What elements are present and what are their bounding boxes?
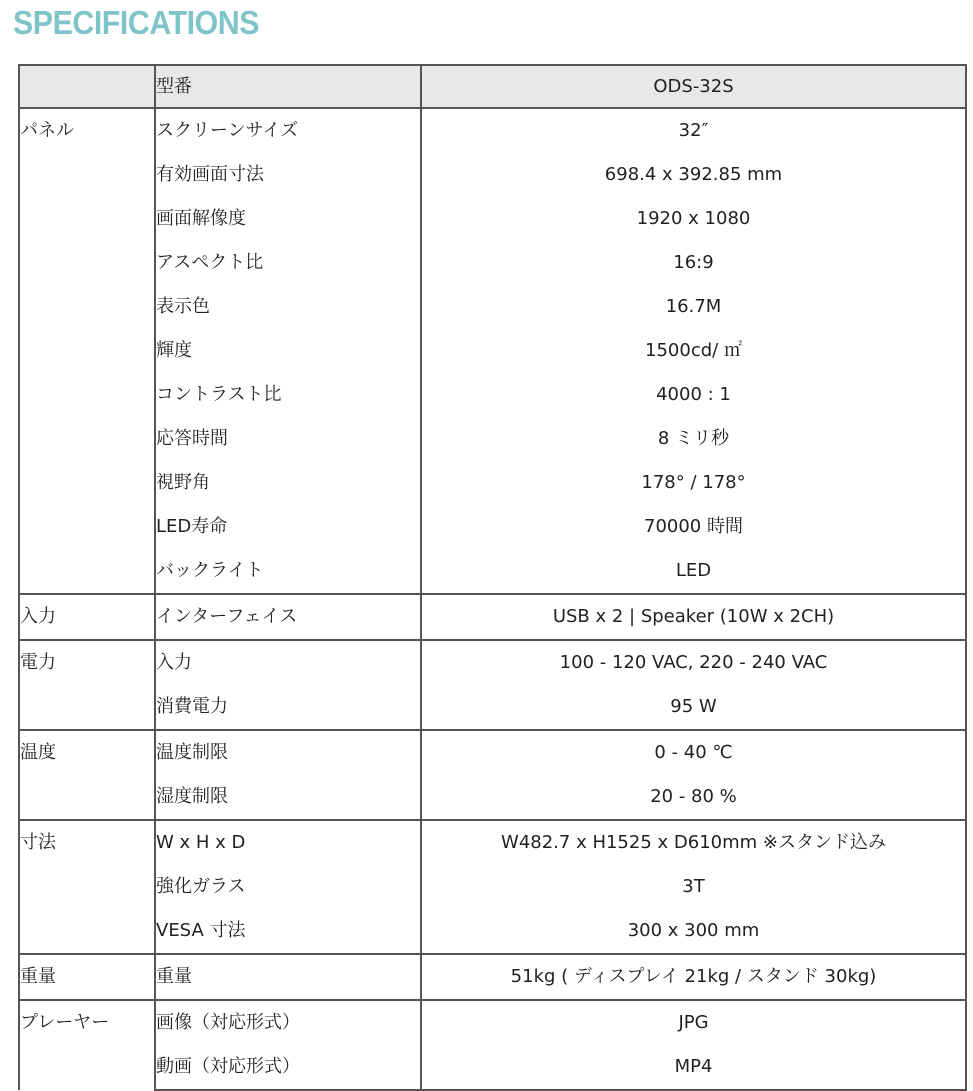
table-row <box>19 505 966 549</box>
category-cell: 温度 <box>19 730 155 820</box>
spec-label: バックライト <box>155 549 421 594</box>
spec-label: コントラスト比 <box>155 373 421 417</box>
spec-value: 16.7M <box>421 285 966 329</box>
spec-label: 表示色 <box>155 285 421 329</box>
spec-label: LED寿命 <box>155 505 421 549</box>
spec-value: 8 ミリ秒 <box>421 417 966 461</box>
table-row <box>19 909 966 954</box>
spec-label: 有効画面寸法 <box>155 153 421 197</box>
spec-label: 視野角 <box>155 461 421 505</box>
page-title: SPECIFICATIONS <box>13 4 260 41</box>
spec-value: 698.4 x 392.85 mm <box>421 153 966 197</box>
spec-label: 強化ガラス <box>155 865 421 909</box>
spec-label: 消費電力 <box>155 685 421 730</box>
spec-value: USB x 2 | Speaker (10W x 2CH) <box>421 594 966 640</box>
spec-label: 画像（対応形式） <box>155 1000 421 1045</box>
category-cell: プレーヤー <box>19 1000 155 1090</box>
header-model-cell: ODS-32S <box>421 65 966 108</box>
table-row <box>19 461 966 505</box>
table-row <box>19 730 966 775</box>
spec-value: 32″ <box>421 108 966 153</box>
spec-value: W482.7 x H1525 x D610mm ※スタンド込み <box>421 820 966 865</box>
category-cell: 電力 <box>19 640 155 730</box>
category-cell: 入力 <box>19 594 155 640</box>
spec-label: インターフェイス <box>155 594 421 640</box>
spec-value: LED <box>421 549 966 594</box>
header-label-cell: 型番 <box>155 65 421 108</box>
spec-value: 95 W <box>421 685 966 730</box>
table-row <box>19 685 966 730</box>
spec-value: JPG <box>421 1000 966 1045</box>
table-row <box>19 820 966 865</box>
spec-label: 入力 <box>155 640 421 685</box>
table-row <box>19 241 966 285</box>
table-row <box>19 640 966 685</box>
spec-label: 輝度 <box>155 329 421 373</box>
spec-label: 湿度制限 <box>155 775 421 820</box>
spec-value: 0 - 40 ℃ <box>421 730 966 775</box>
table-row <box>19 153 966 197</box>
table-row <box>19 1045 966 1090</box>
spec-value: 100 - 120 VAC, 220 - 240 VAC <box>421 640 966 685</box>
category-cell: 重量 <box>19 954 155 1000</box>
spec-value: 16:9 <box>421 241 966 285</box>
table-row <box>19 865 966 909</box>
table-header-row <box>19 65 966 108</box>
spec-label: アスペクト比 <box>155 241 421 285</box>
spec-value: 70000 時間 <box>421 505 966 549</box>
table-row <box>19 775 966 820</box>
spec-label: 動画（対応形式） <box>155 1045 421 1090</box>
spec-label: スクリーンサイズ <box>155 108 421 153</box>
spec-value: 1500cd/ ㎡ <box>421 329 966 373</box>
table-row <box>19 373 966 417</box>
spec-label: W x H x D <box>155 820 421 865</box>
spec-value: 3T <box>421 865 966 909</box>
spec-label: VESA 寸法 <box>155 909 421 954</box>
spec-value: MP4 <box>421 1045 966 1090</box>
table-row <box>19 954 966 1000</box>
category-cell: パネル <box>19 108 155 594</box>
table-row <box>19 329 966 373</box>
spec-value: 178° / 178° <box>421 461 966 505</box>
spec-value: 51kg ( ディスプレイ 21kg / スタンド 30kg) <box>421 954 966 1000</box>
spec-label: 画面解像度 <box>155 197 421 241</box>
spec-value: 1920 x 1080 <box>421 197 966 241</box>
table-row <box>19 285 966 329</box>
spec-value: 4000 : 1 <box>421 373 966 417</box>
table-row <box>19 1000 966 1045</box>
table-row <box>19 108 966 153</box>
spec-label: 重量 <box>155 954 421 1000</box>
spec-value: 300 x 300 mm <box>421 909 966 954</box>
table-row <box>19 594 966 640</box>
spec-label: 温度制限 <box>155 730 421 775</box>
category-cell: 寸法 <box>19 820 155 954</box>
header-category-cell <box>19 65 155 108</box>
table-row <box>19 197 966 241</box>
spec-value: 20 - 80 % <box>421 775 966 820</box>
spec-label: 応答時間 <box>155 417 421 461</box>
table-row <box>19 417 966 461</box>
spec-table <box>18 64 967 1091</box>
table-row <box>19 549 966 594</box>
